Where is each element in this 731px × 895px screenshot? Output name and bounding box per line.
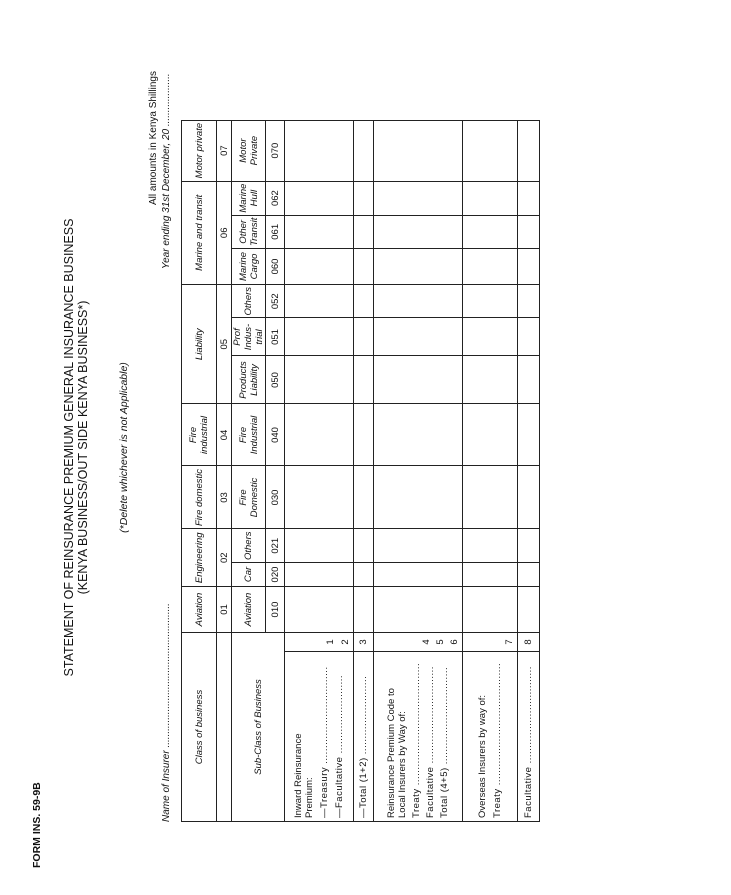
- class-liability: [182, 284, 217, 404]
- data-cell[interactable]: [463, 248, 518, 284]
- data-cell[interactable]: [463, 587, 518, 633]
- data-cell[interactable]: [374, 284, 463, 318]
- data-cell[interactable]: [354, 587, 374, 633]
- form-id: FORM INS. 59-9B: [31, 782, 43, 868]
- data-cell[interactable]: [518, 404, 540, 466]
- data-cell[interactable]: [285, 215, 354, 248]
- local-treaty-label: Treaty .......................................: [411, 662, 422, 818]
- data-cell[interactable]: [354, 356, 374, 404]
- class-name: Liability: [193, 328, 205, 361]
- class-code: 02: [217, 529, 232, 587]
- subclass-code: 070: [266, 120, 285, 181]
- data-cell[interactable]: [285, 181, 354, 215]
- row-number: 4: [421, 639, 432, 645]
- data-cell[interactable]: [463, 356, 518, 404]
- data-cell[interactable]: [354, 466, 374, 529]
- data-cell[interactable]: [463, 563, 518, 587]
- data-cell[interactable]: [285, 563, 354, 587]
- data-cell[interactable]: [285, 466, 354, 529]
- data-cell[interactable]: [463, 120, 518, 181]
- subclass-code: 020: [266, 563, 285, 587]
- data-cell[interactable]: [285, 318, 354, 356]
- subclass-code: 010: [266, 587, 285, 633]
- subclass-name: Fire Domestic: [232, 466, 266, 529]
- class-of-business-label: Class of business: [182, 633, 217, 822]
- local-total-label: Total (4+5) ...............................: [439, 666, 450, 818]
- data-cell[interactable]: [518, 284, 540, 318]
- data-cell[interactable]: [354, 404, 374, 466]
- class-marine-transit: [182, 181, 217, 284]
- data-cell[interactable]: [285, 284, 354, 318]
- subclass-name: Others: [232, 529, 266, 563]
- data-cell[interactable]: [518, 587, 540, 633]
- class-code: 07: [217, 120, 232, 181]
- data-cell[interactable]: [463, 404, 518, 466]
- local-section-label: [374, 652, 463, 822]
- subclass-code: 030: [266, 466, 285, 529]
- data-cell[interactable]: [354, 248, 374, 284]
- data-cell[interactable]: [463, 181, 518, 215]
- data-cell[interactable]: [518, 529, 540, 563]
- data-cell[interactable]: [354, 563, 374, 587]
- data-cell[interactable]: [374, 181, 463, 215]
- data-cell[interactable]: [374, 466, 463, 529]
- class-name: Marine and transit: [193, 194, 205, 271]
- data-cell[interactable]: [463, 318, 518, 356]
- data-cell[interactable]: [354, 318, 374, 356]
- currency-note: All amounts in Kenya Shillings: [148, 71, 159, 205]
- data-cell[interactable]: [285, 248, 354, 284]
- subclass-name: Car: [232, 563, 266, 587]
- subclass-name: Marine Hull: [232, 181, 266, 215]
- data-cell[interactable]: [463, 284, 518, 318]
- data-cell[interactable]: [354, 529, 374, 563]
- row-numbers-1-2: [285, 633, 354, 652]
- row-number: 1: [325, 639, 336, 645]
- row-number: 5: [435, 639, 446, 645]
- data-cell[interactable]: [285, 404, 354, 466]
- class-name: Motor private: [193, 122, 205, 179]
- row-numbers-4-6: [374, 633, 463, 652]
- treasury-label: —Treasury ...............................: [319, 666, 330, 818]
- subclass-code: 051: [266, 318, 285, 356]
- subclass-code: 062: [266, 181, 285, 215]
- overseas-title: Overseas Insurers by way of:: [477, 694, 488, 818]
- data-cell[interactable]: [285, 529, 354, 563]
- data-cell[interactable]: [518, 356, 540, 404]
- data-cell[interactable]: [518, 120, 540, 181]
- reinsurance-premium-table: [181, 120, 540, 822]
- subclass-name: Prof Indus-trial: [232, 318, 266, 356]
- subclass-name: Fire Industrial: [232, 404, 266, 466]
- data-cell[interactable]: [518, 248, 540, 284]
- subclass-name: Others: [232, 284, 266, 318]
- data-cell[interactable]: [354, 284, 374, 318]
- data-cell[interactable]: [374, 318, 463, 356]
- sub-class-label: Sub-Class of Business: [232, 633, 285, 822]
- subclass-name: Other Transit: [232, 215, 266, 248]
- data-cell[interactable]: [374, 215, 463, 248]
- data-cell[interactable]: [285, 120, 354, 181]
- data-cell[interactable]: [285, 587, 354, 633]
- blank-cell: [217, 633, 232, 822]
- class-name: Aviation: [193, 592, 205, 627]
- class-name: Engineering: [193, 532, 205, 584]
- row-number: 6: [449, 639, 460, 645]
- subclass-code: 052: [266, 284, 285, 318]
- data-cell[interactable]: [285, 356, 354, 404]
- overseas-facultative-label: Facultative ...............................: [518, 652, 540, 822]
- overseas-treaty-label: Treaty .......................................: [492, 662, 503, 818]
- subclass-name: Motor Private: [232, 120, 266, 181]
- row-number: 8: [518, 633, 540, 652]
- overseas-section-label: [463, 652, 518, 822]
- data-cell[interactable]: [354, 120, 374, 181]
- subclass-name: Products Liability: [232, 356, 266, 404]
- data-cell[interactable]: [463, 466, 518, 529]
- data-cell[interactable]: [374, 587, 463, 633]
- class-aviation: [182, 587, 217, 633]
- class-fire-industrial: [182, 404, 217, 466]
- facultative-label: —Facultative .........................: [334, 674, 345, 818]
- data-cell[interactable]: [374, 404, 463, 466]
- subclass-code: 040: [266, 404, 285, 466]
- class-fire-domestic: [182, 466, 217, 529]
- class-motor-private: [182, 120, 217, 181]
- data-cell[interactable]: [374, 563, 463, 587]
- data-cell[interactable]: [374, 248, 463, 284]
- row-number: 2: [340, 639, 351, 645]
- class-name: Fire industrial: [188, 415, 210, 454]
- class-code: 06: [217, 181, 232, 284]
- name-of-insurer: Name of Insurer ....................................................: [161, 603, 172, 822]
- class-code: 01: [217, 587, 232, 633]
- local-facultative-label: Facultative ...............................: [425, 666, 436, 818]
- class-code: 03: [217, 466, 232, 529]
- subclass-code: 060: [266, 248, 285, 284]
- class-name: Fire domestic: [193, 468, 205, 526]
- data-cell[interactable]: [518, 318, 540, 356]
- subclass-code: 050: [266, 356, 285, 404]
- inward-section-label: [285, 652, 354, 822]
- data-cell[interactable]: [374, 356, 463, 404]
- data-cell[interactable]: [518, 215, 540, 248]
- local-title: Reinsurance Premium Code to Local Insurers by Way of:: [386, 688, 408, 818]
- class-engineering: [182, 529, 217, 587]
- year-ending: Year ending 31st December, 20 ...................: [161, 73, 172, 269]
- data-cell[interactable]: [374, 529, 463, 563]
- title-line-1: STATEMENT OF REINSURANCE PREMIUM GENERAL INSURANCE BUSINESS: [62, 218, 76, 677]
- data-cell[interactable]: [463, 215, 518, 248]
- data-cell[interactable]: [354, 181, 374, 215]
- data-cell[interactable]: [518, 181, 540, 215]
- class-code: 05: [217, 284, 232, 404]
- row-number: 7: [463, 633, 518, 652]
- data-cell[interactable]: [463, 529, 518, 563]
- subclass-name: Marine Cargo: [232, 248, 266, 284]
- row-number: 3: [354, 633, 374, 652]
- data-cell[interactable]: [354, 215, 374, 248]
- data-cell[interactable]: [518, 466, 540, 529]
- class-code: 04: [217, 404, 232, 466]
- inward-title: Inward Reinsurance Premium:: [293, 733, 315, 818]
- subclass-code: 061: [266, 215, 285, 248]
- data-cell[interactable]: [518, 563, 540, 587]
- delete-note: (*Delete whichever is not Applicable): [118, 362, 130, 533]
- subclass-code: 021: [266, 529, 285, 563]
- subclass-name: Aviation: [232, 587, 266, 633]
- total-1-2-label: —Total (1+2) .........................: [354, 652, 374, 822]
- title-line-2: (KENYA BUSINESS/OUT SIDE KENYA BUSINESS*): [76, 300, 90, 595]
- data-cell[interactable]: [374, 120, 463, 181]
